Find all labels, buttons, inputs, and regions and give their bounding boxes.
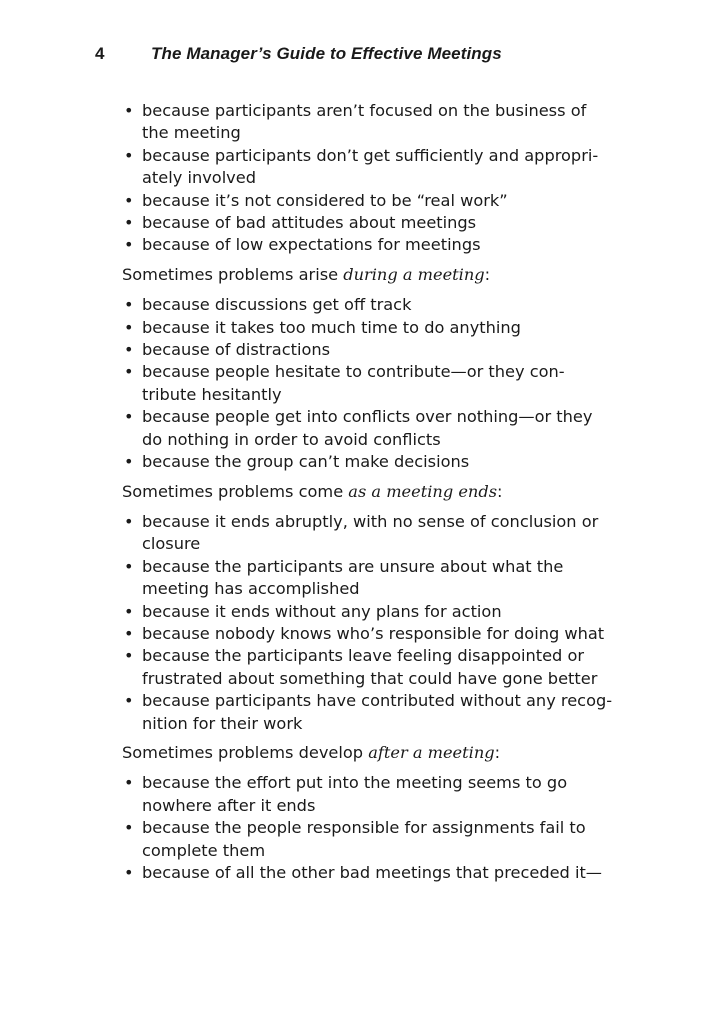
list-item-line: because it’s not considered to be “real work” (142, 190, 508, 210)
list-item (122, 645, 622, 690)
bullet-icon: • (124, 646, 134, 666)
bullet-icon: • (124, 691, 134, 711)
bullet-list (122, 511, 622, 735)
list-item (122, 212, 622, 234)
list-item-line: closure (142, 534, 201, 554)
list-item (122, 556, 622, 601)
list-item-line: because of distractions (142, 340, 331, 360)
list-item (122, 623, 622, 645)
list-item-line: do nothing in order to avoid conflicts (142, 429, 441, 449)
bullet-icon: • (124, 190, 134, 210)
list-item-line: because it takes too much time to do anything (142, 317, 521, 337)
list-item (122, 862, 622, 884)
bullet-icon: • (124, 623, 134, 643)
intro-emphasis: after a meeting (368, 742, 495, 762)
bullet-icon: • (124, 295, 134, 315)
list-item-line: because of bad attitudes about meetings (142, 213, 477, 233)
intro-punctuation: : (484, 264, 491, 284)
list-item-line: because people get into conflicts over nothing—or they (142, 407, 593, 427)
list-item-line: because it ends without any plans for action (142, 601, 502, 621)
intro-emphasis: during a meeting (343, 264, 485, 284)
list-item-line: ately involved (142, 168, 257, 188)
list-item-line: nition for their work (142, 713, 303, 733)
list-item-line: tribute hesitantly (142, 384, 282, 404)
list-item-line: because of all the other bad meetings that preceded it— (142, 863, 602, 882)
section-intro (122, 481, 622, 503)
list-item-line: because discussions get off track (142, 295, 412, 315)
bullet-icon: • (124, 362, 134, 382)
bullet-icon: • (124, 145, 134, 165)
list-item (122, 817, 622, 862)
list-item-line: because nobody knows who’s responsible for doing what (142, 623, 605, 643)
list-item-line: because people hesitate to contribute—or they con- (142, 362, 565, 382)
bullet-icon: • (124, 340, 134, 360)
bullet-icon: • (124, 511, 134, 531)
intro-punctuation: : (497, 481, 503, 501)
list-item (122, 451, 622, 473)
bullet-icon: • (124, 452, 134, 472)
running-head (95, 44, 502, 64)
bullet-icon: • (124, 407, 134, 427)
list-item (122, 511, 622, 556)
intro-text: Sometimes problems arise (122, 264, 344, 284)
section-intro (122, 264, 622, 286)
list-item-line: complete them (142, 840, 266, 860)
list-item-line: frustrated about something that could have gone better (142, 668, 598, 688)
list-item-line: the meeting (142, 123, 241, 143)
list-item-line: meeting has accomplished (142, 579, 360, 599)
bullet-icon: • (124, 601, 134, 621)
list-item-line: because participants don’t get sufficiently and appropri- (142, 145, 599, 165)
list-item (122, 406, 622, 451)
list-item (122, 145, 622, 190)
page-number: 4 (95, 44, 105, 63)
bullet-icon: • (124, 773, 134, 793)
book-title: The Manager’s Guide to Effective Meetings (151, 44, 502, 63)
bullet-icon: • (124, 101, 134, 120)
list-item (122, 190, 622, 212)
list-item-line: because the group can’t make decisions (142, 452, 470, 472)
list-item-line: because participants aren’t focused on the business of (142, 101, 587, 120)
intro-punctuation: : (494, 742, 501, 762)
list-item (122, 361, 622, 406)
bullet-icon: • (124, 317, 134, 337)
list-item (122, 601, 622, 623)
list-item (122, 772, 622, 817)
list-item (122, 294, 622, 316)
intro-text: Sometimes problems develop (122, 742, 369, 762)
section-intro (122, 742, 622, 764)
list-item-line: because the effort put into the meeting seems to go (142, 773, 568, 793)
list-item (122, 690, 622, 735)
list-item-line: nowhere after it ends (142, 795, 316, 815)
intro-emphasis: as a meeting ends (348, 481, 497, 501)
list-item (122, 100, 622, 145)
list-item-line: because it ends abruptly, with no sense of conclusion or (142, 511, 599, 531)
list-item (122, 234, 622, 256)
bullet-list (122, 294, 622, 473)
body-text (122, 100, 622, 884)
list-item (122, 317, 622, 339)
list-item-line: because the participants leave feeling disappointed or (142, 646, 585, 666)
list-item-line: because the people responsible for assignments fail to (142, 818, 586, 838)
bullet-icon: • (124, 556, 134, 576)
bullet-icon: • (124, 818, 134, 838)
bullet-icon: • (124, 235, 134, 255)
bullet-list (122, 772, 622, 884)
bullet-icon: • (124, 863, 134, 882)
list-item-line: because participants have contributed without any recog- (142, 691, 613, 711)
bullet-icon: • (124, 213, 134, 233)
intro-text: Sometimes problems come (122, 481, 349, 501)
list-item-line: because the participants are unsure about what the (142, 556, 564, 576)
list-item (122, 339, 622, 361)
list-item-line: because of low expectations for meetings (142, 235, 481, 255)
bullet-list (122, 100, 622, 257)
